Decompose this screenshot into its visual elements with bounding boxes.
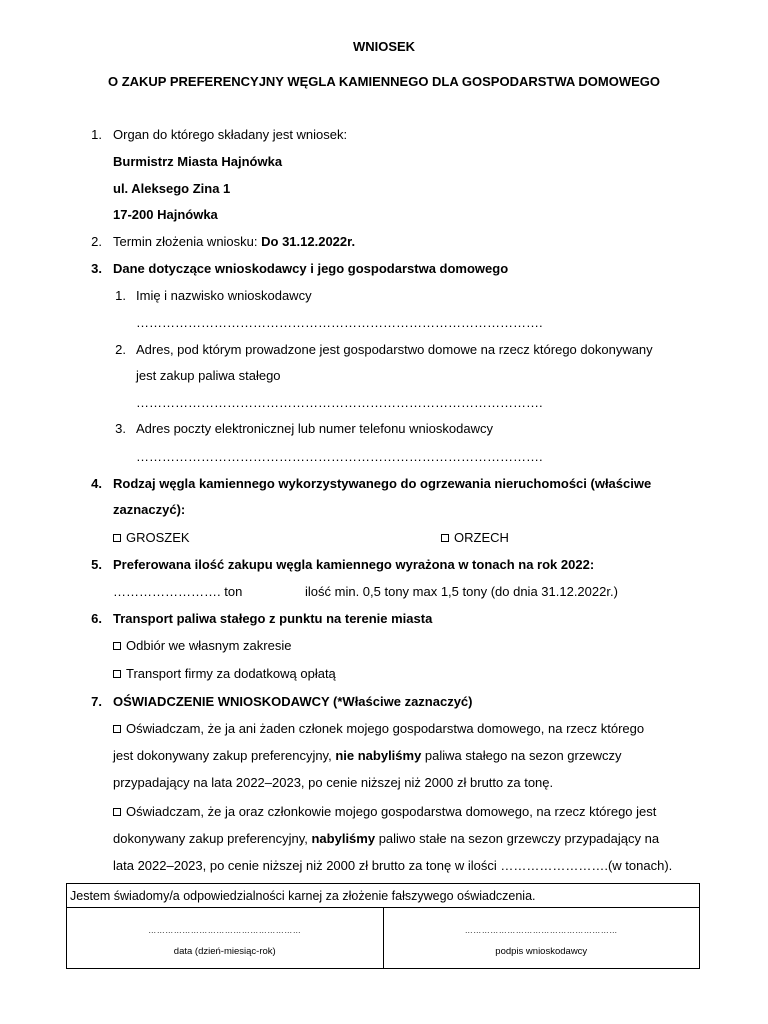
checkbox-self-pickup[interactable] — [113, 642, 121, 650]
declaration-1-line-2 — [113, 748, 621, 763]
option-transport-label: Transport firmy za dodatkową opłatą — [126, 666, 336, 681]
item-3-2-number: 2. — [115, 342, 126, 357]
section-1-number: 1. — [91, 127, 102, 142]
deadline-line — [113, 234, 355, 249]
checkbox-groszek[interactable] — [113, 534, 121, 542]
declaration-2-line-3: lata 2022–2023, po cenie niższej niż 2000 zł brutto za tonę w ilości …………………….(w tonach). — [113, 858, 673, 873]
declaration-1-line-3: przypadający na lata 2022–2023, po cenie niższej niż 2000 zł brutto za tonę. — [113, 775, 554, 790]
option-orzech-label: ORZECH — [454, 530, 509, 545]
signature-table — [66, 883, 700, 969]
signature-field[interactable]: ……………………………………………… — [464, 926, 618, 935]
declaration-2-line-2 — [113, 831, 659, 846]
section-4-number: 4. — [91, 476, 102, 491]
deadline-value: Do 31.12.2022r. — [261, 234, 356, 249]
option-transport[interactable] — [113, 666, 336, 681]
authority-name: Burmistrz Miasta Hajnówka — [113, 154, 283, 169]
section-6-heading: Transport paliwa stałego z punktu na terenie miasta — [113, 611, 433, 626]
deadline-label: Termin złożenia wniosku: — [113, 234, 262, 249]
declaration-2-line-1[interactable] — [113, 804, 656, 819]
authority-city: 17-200 Hajnówka — [113, 207, 218, 222]
checkbox-declaration-1[interactable] — [113, 725, 121, 733]
item-3-1-number: 1. — [115, 288, 126, 303]
declaration-2-text-c: paliwo stałe na sezon grzewczy przypadający na — [375, 831, 660, 846]
quantity-note: ilość min. 0,5 tony max 1,5 tony (do dnia 31.12.2022r.) — [305, 584, 618, 599]
section-2-number: 2. — [91, 234, 102, 249]
applicant-name-field[interactable]: …………………………………………………………………………………. — [136, 315, 543, 330]
section-5-number: 5. — [91, 557, 102, 572]
applicant-name-label: Imię i nazwisko wnioskodawcy — [136, 288, 312, 303]
liability-statement: Jestem świadomy/a odpowiedzialności karnej za złożenie fałszywego oświadczenia. — [67, 884, 700, 908]
date-cell[interactable] — [67, 908, 384, 969]
household-address-label: Adres, pod którym prowadzone jest gospodarstwo domowe na rzecz którego dokonywany — [136, 342, 653, 357]
declaration-1-emphasis: nie nabyliśmy — [335, 748, 422, 763]
checkbox-orzech[interactable] — [441, 534, 449, 542]
quantity-field[interactable]: ……………………. ton — [113, 584, 243, 599]
signature-cell[interactable] — [383, 908, 700, 969]
section-4-heading-cont: zaznaczyć): — [113, 502, 186, 517]
declaration-2-emphasis: nabyliśmy — [311, 831, 376, 846]
document-title: WNIOSEK — [352, 39, 416, 54]
section-3-heading: Dane dotyczące wnioskodawcy i jego gospodarstwa domowego — [113, 261, 509, 276]
contact-field[interactable]: …………………………………………………………………………………. — [136, 449, 543, 464]
authority-street: ul. Aleksego Zina 1 — [113, 181, 231, 196]
section-5-heading: Preferowana ilość zakupu węgla kamiennego wyrażona w tonach na rok 2022: — [113, 557, 595, 572]
declaration-1-text-c: paliwa stałego na sezon grzewczy — [421, 748, 622, 763]
option-self-pickup-label: Odbiór we własnym zakresie — [126, 638, 292, 653]
section-7-heading: OŚWIADCZENIE WNIOSKODAWCY (*Właściwe zaznaczyć) — [113, 694, 473, 709]
signature-caption: podpis wnioskodawcy — [495, 946, 588, 957]
option-groszek[interactable] — [113, 530, 190, 545]
section-3-number: 3. — [91, 261, 102, 276]
household-address-field[interactable]: …………………………………………………………………………………. — [136, 395, 543, 410]
section-7-number: 7. — [91, 694, 102, 709]
date-caption: data (dzień-miesiąc-rok) — [173, 946, 276, 957]
section-1-text: Organ do którego składany jest wniosek: — [113, 127, 348, 142]
document-subtitle: O ZAKUP PREFERENCYJNY WĘGLA KAMIENNEGO DLA GOSPODARSTWA DOMOWEGO — [107, 74, 661, 89]
section-6-number: 6. — [91, 611, 102, 626]
contact-label: Adres poczty elektronicznej lub numer telefonu wnioskodawcy — [136, 421, 493, 436]
declaration-1-text-a: jest dokonywany zakup preferencyjny, — [113, 748, 336, 763]
checkbox-transport[interactable] — [113, 670, 121, 678]
checkbox-declaration-2[interactable] — [113, 808, 121, 816]
household-address-label-cont: jest zakup paliwa stałego — [136, 368, 281, 383]
item-3-3-number: 3. — [115, 421, 126, 436]
declaration-2-text: Oświadczam, że ja oraz członkowie mojego gospodarstwa domowego, na rzecz którego jest — [126, 804, 657, 819]
date-field[interactable]: ……………………………………………… — [148, 926, 302, 935]
declaration-1-text: Oświadczam, że ja ani żaden członek mojego gospodarstwa domowego, na rzecz którego — [126, 721, 645, 736]
section-4-heading: Rodzaj węgla kamiennego wykorzystywanego do ogrzewania nieruchomości (właściwe — [113, 476, 652, 491]
option-self-pickup[interactable] — [113, 638, 291, 653]
declaration-2-text-a: dokonywany zakup preferencyjny, — [113, 831, 312, 846]
option-orzech[interactable] — [441, 530, 509, 545]
declaration-1-line-1[interactable] — [113, 721, 644, 736]
option-groszek-label: GROSZEK — [126, 530, 190, 545]
